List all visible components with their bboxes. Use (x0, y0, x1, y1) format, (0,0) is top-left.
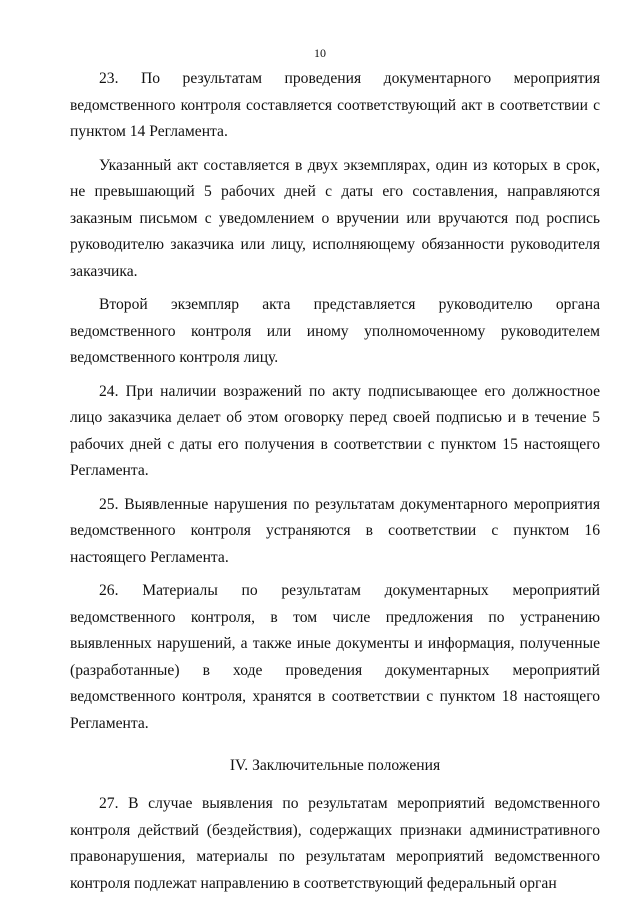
paragraph-24: 24. При наличии возражений по акту подписывающее его должностное лицо заказчика делает об этом оговорку перед своей подписью и в течение 5 рабочих дней с даты его получения в соответствии с пунктом 15 настоящего Регламента. (70, 382, 600, 479)
paragraph-27: 27. В случае выявления по результатам мероприятий ведомственного контроля действий (бездействия), содержащих признаки административного правонарушения, материалы по результатам мероприятий ведомственного контроля подлежат направлению в соответствующий федеральный орган (70, 795, 600, 892)
page-number: 10 (314, 46, 326, 60)
paragraph-23-act-copies: Указанный акт составляется в двух экземплярах, один из которых в срок, не превышающий 5 рабочих дней с даты его составления, направляются заказным письмом с уведомлением о вручении или вручаются под роспись руководителю заказчика или лицу, исполняющему обязанности руководителя заказчика. (70, 156, 600, 280)
paragraph-25: 25. Выявленные нарушения по результатам документарного мероприятия ведомственного контроля устраняются в соответствии с пунктом 16 настоящего Регламента. (70, 495, 600, 566)
paragraph-23-second-copy: Второй экземпляр акта представляется руководителю органа ведомственного контроля или иному уполномоченному руководителем ведомственного контроля лицу. (70, 296, 600, 366)
paragraph-26: 26. Материалы по результатам документарных мероприятий ведомственного контроля, в том числе предложения по устранению выявленных нарушений, а также иные документы и информация, полученные (разработанные) в ходе проведения документарных мероприятий ведомственного контроля, хранятся в соответствии с пунктом 18 настоящего Регламента. (70, 582, 600, 732)
paragraph-23: 23. По результатам проведения документарного мероприятия ведомственного контроля составляется соответствующий акт в соответствии с пунктом 14 Регламента. (70, 70, 600, 140)
section-heading: IV. Заключительные положения (229, 757, 441, 774)
document-body (70, 66, 600, 897)
